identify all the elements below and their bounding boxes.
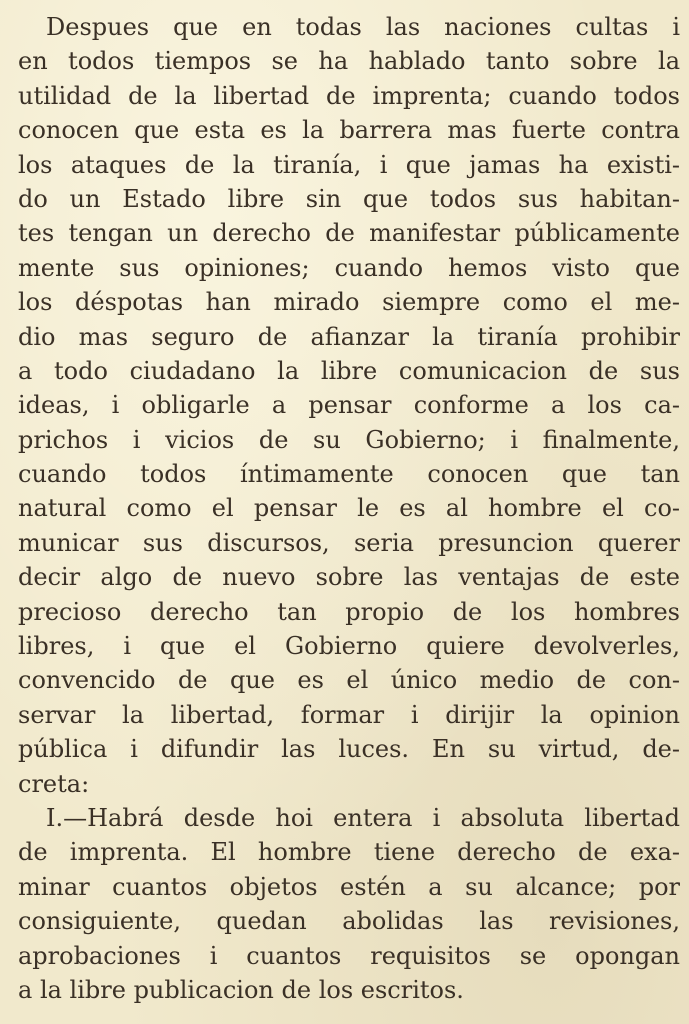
- text-line: conocen que esta es la barrera mas fuerte contra: [18, 116, 680, 145]
- text-line: mente sus opiniones; cuando hemos visto que: [18, 253, 680, 282]
- text-line: a la libre publicacion de los escritos.: [18, 975, 464, 1004]
- text-line: de imprenta. El hombre tiene derecho de exa-: [18, 838, 680, 867]
- document-body: [18, 10, 680, 1007]
- text-line: precioso derecho tan propio de los hombres: [18, 597, 680, 626]
- text-line: a todo ciudadano la libre comunicacion de sus: [18, 356, 680, 385]
- text-line: do un Estado libre sin que todos sus habitan-: [18, 184, 680, 213]
- text-line: los déspotas han mirado siempre como el me-: [18, 288, 680, 317]
- text-line: creta:: [18, 769, 90, 798]
- text-line: dio mas seguro de afianzar la tiranía prohibir: [18, 322, 680, 351]
- text-line: utilidad de la libertad de imprenta; cuando todos: [18, 81, 680, 110]
- text-line: Despues que en todas las naciones cultas i: [46, 13, 680, 41]
- text-line: minar cuantos objetos estén a su alcance; por: [18, 872, 680, 901]
- text-line: los ataques de la tiranía, i que jamas ha existi-: [18, 150, 680, 179]
- text-line: tes tengan un derecho de manifestar públicamente: [18, 219, 680, 248]
- text-line: convencido de que es el único medio de con-: [18, 666, 680, 695]
- text-line: libres, i que el Gobierno quiere devolverles,: [18, 632, 680, 661]
- text-line: cuando todos íntimamente conocen que tan: [18, 460, 680, 489]
- text-line: prichos i vicios de su Gobierno; i finalmente,: [18, 425, 680, 454]
- text-line: natural como el pensar le es al hombre el co-: [18, 494, 680, 523]
- text-line: consiguiente, quedan abolidas las revisiones,: [18, 907, 680, 936]
- article-heading-line: I.—Habrá desde hoi entera i absoluta libertad: [46, 803, 680, 832]
- text-line: servar la libertad, formar i dirijir la opinion: [18, 700, 680, 729]
- text-line: pública i difundir las luces. En su virtud, de-: [18, 735, 680, 764]
- text-line: municar sus discursos, seria presuncion querer: [18, 528, 680, 557]
- text-line: en todos tiempos se ha hablado tanto sobre la: [18, 47, 680, 76]
- text-line: aprobaciones i cuantos requisitos se opongan: [18, 941, 680, 970]
- text-line: decir algo de nuevo sobre las ventajas de este: [18, 563, 680, 592]
- text-line: ideas, i obligarle a pensar conforme a los ca-: [18, 391, 680, 420]
